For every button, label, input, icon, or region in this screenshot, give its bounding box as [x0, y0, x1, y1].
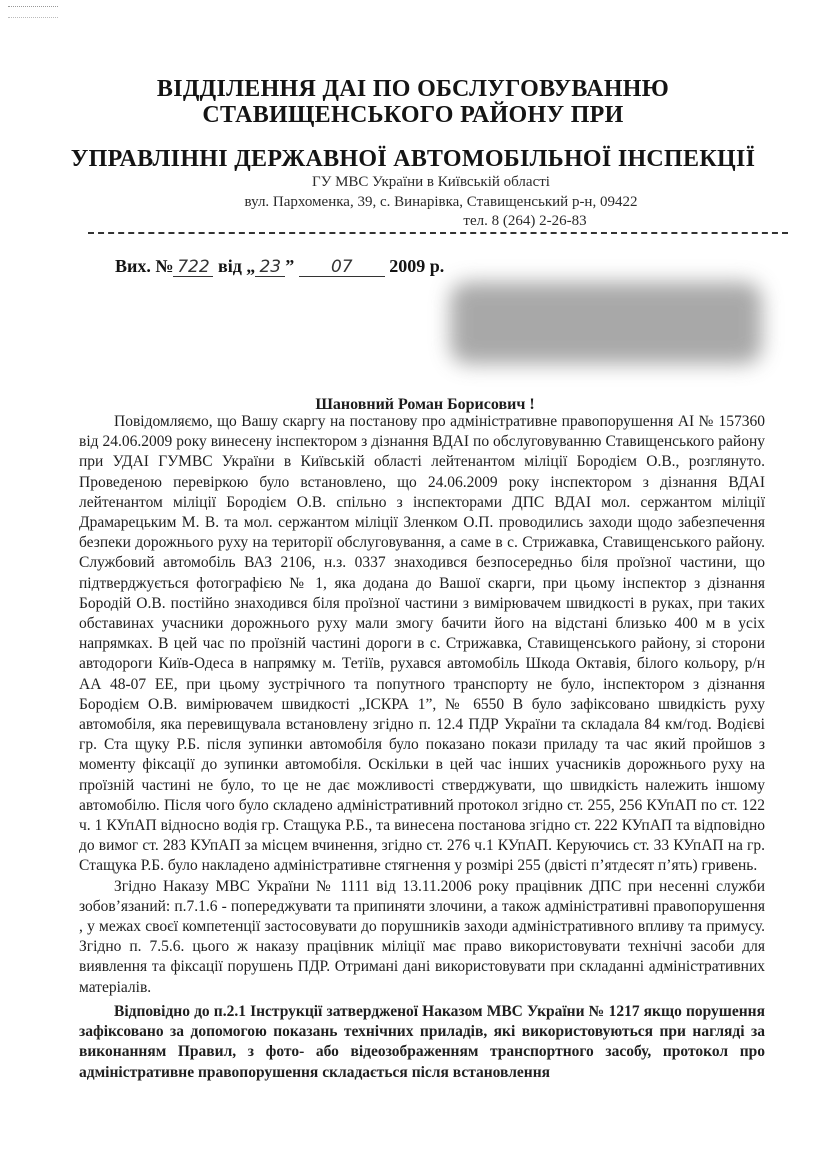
outgoing-year: 2009 р.: [389, 256, 445, 276]
redacted-addressee: [450, 282, 762, 364]
letterhead-divider: [88, 232, 788, 234]
letterhead-organization: ГУ МВС України в Київській області: [312, 174, 550, 190]
outgoing-reference: [115, 256, 444, 277]
outgoing-month: 07: [299, 259, 385, 277]
letter-body: [79, 412, 765, 1083]
outgoing-prefix: Вих. №: [115, 256, 174, 276]
letterhead-title-line-1: ВІДДІЛЕННЯ ДАІ ПО ОБСЛУГОВУВАННЮ: [156, 76, 670, 102]
outgoing-day: 23: [255, 259, 285, 277]
letterhead-phone: тел. 8 (264) 2-26-83: [463, 213, 587, 229]
salutation: Шановний Роман Борисович !: [315, 396, 535, 413]
outgoing-date-label: від „: [217, 256, 256, 276]
body-paragraph-3: Відповідно до п.2.1 Інструкції затвердженої Наказом МВС України № 1217 якщо порушення зафіксовано за допомогою показань технічних приладів, які використовуються при нагляді за виконанням Правил, з фото- або відеозображенням транспортного засобу, протокол про адміністративне правопорушення складається після встановлення: [79, 1002, 765, 1081]
outgoing-number: 722: [173, 259, 213, 277]
outgoing-quote-close: ”: [285, 256, 295, 276]
letterhead-title-line-2: СТАВИЩЕНСЬКОГО РАЙОНУ ПРИ: [202, 102, 624, 128]
letterhead-title-line-3: УПРАВЛІННІ ДЕРЖАВНОЇ АВТОМОБІЛЬНОЇ ІНСПЕКЦІЇ: [70, 146, 756, 172]
letterhead-address: вул. Пархоменка, 39, с. Винарівка, Ставищенський р-н, 09422: [244, 194, 638, 210]
body-paragraph-2: Згідно Наказу МВС України № 1111 від 13.11.2006 року працівник ДПС при несенні служби зобов’язаний: п.7.1.6 - попереджувати та припиняти злочини, а також адміністративні правопорушення , у межах своєї компетенції застосовувати до порушників заходи адміністративного впливу та примусу. Згідно п. 7.5.6. цього ж наказу працівник міліції має право використовувати технічні засоби для виявлення та фіксації порушень ПДР. Отримані дані використовувати при складанні адміністративних матеріалів.: [79, 877, 765, 996]
body-paragraph-1: Повідомляємо, що Вашу скаргу на постанову про адміністративне правопорушення АІ № 157360 від 24.06.2009 року винесену інспектором з дізнання ВДАІ по обслуговуванню Ставищенського району при УДАІ ГУМВС України в Київській області лейтенантом міліції Бородієм О.В., розглянуто. Проведеною перевіркою було встановлено, що 24.06.2009 року інспектором з дізнання ВДАІ лейтенантом міліції Бородієм О.В. спільно з інспекторами ДПС ВДАІ мол. сержантом міліції Драмарецьким М. В. та мол. сержантом міліції Зленком О.П. проводились заходи щодо забезпечення безпеки дорожнього руху на території обслуговування, а саме в с. Стрижавка, Ставищенського району. Службовий автомобіль ВАЗ 2106, н.з. 0337 знаходився безпосередньо біля проїзної частини, що підтверджується фотографією № 1, яка додана до Вашої скарги, при цьому інспектор з дізнання Бородій О.В. постійно знаходився біля проїзної частини з вимірювачем швидкості в руках, при таких обставинах учасники дорожнього руху мали змогу бачити його на відстані близько 400 м в усіх напрямках. В цей час по проїзній частині дороги в с. Стрижавка, Ставищенського району, зі сторони автодороги Київ-Одеса в напрямку м. Тетіїв, рухався автомобіль Шкода Октавія, білого кольору, р/н АА 48-07 ЕЕ, при цьому зустрічного та попутного транспорту не було, інспектором з дізнання Бородієм О.В. вимірювачем швидкості „ІСКРА 1”, № 6550 В було зафіксовано швидкість руху автомобіля, яка перевищувала встановлену згідно п. 12.4 ПДР України та складала 84 км/год. Водієві гр. Ста щуку Р.Б. після зупинки автомобіля було показано покази приладу та час який пройшов з моменту фіксації до зупинки автомобіля. Оскільки в цей час інших учасників дорожнього руху на проїзній частині не було, то це не дає можливості стверджувати, що швидкість належить іншому автомобілю. Після чого було складено адміністративний протокол згідно ст. 255, 256 КУпАП по ст. 122 ч. 1 КУпАП відносно водія гр. Стащука Р.Б., та винесена постанова згідно ст. 222 КУпАП та відповідно до вимог ст. 283 КУпАП за місцем вчинення, згідно ст. 276 ч.1 КУпАП. Керуючись ст. 33 КУпАП на гр. Стащука Р.Б. було накладено адміністративне стягнення у розмірі 255 (двісті п’ятдесят п’ять) гривень.: [79, 413, 765, 875]
scan-artifact: [8, 6, 58, 18]
